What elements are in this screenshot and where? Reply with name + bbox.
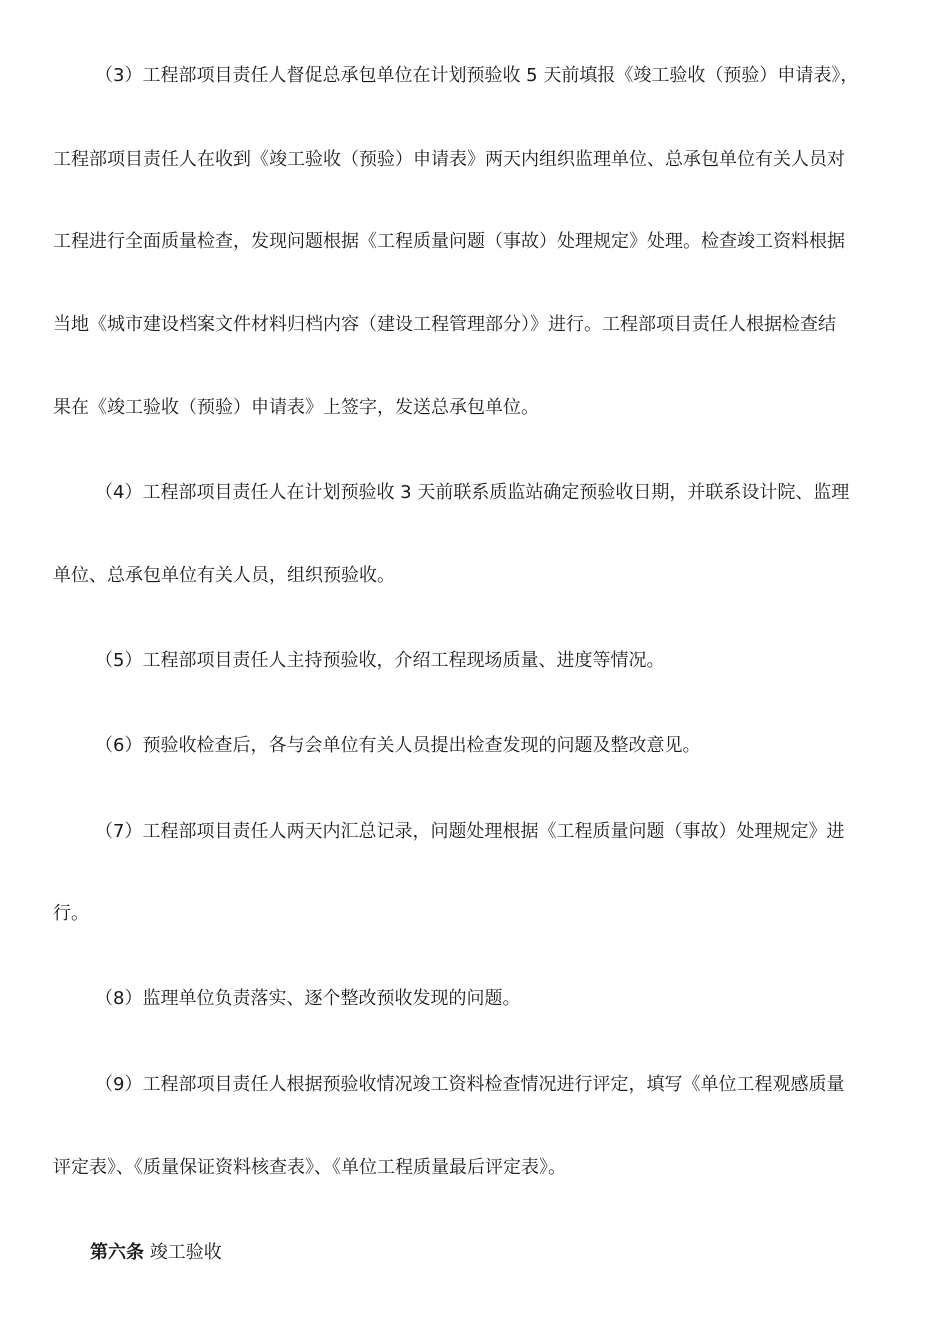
- paragraph-3-line-2: 工程部项目责任人在收到《竣工验收（预验）申请表》两天内组织监理单位、总承包单位有关人员对: [53, 149, 845, 170]
- paragraph-9-line-2: 评定表》、《质量保证资料核查表》、《单位工程质量最后评定表》。: [53, 1157, 566, 1178]
- paragraph-7-line-1: （7）工程部项目责任人两天内汇总记录，问题处理根据《工程质量问题（事故）处理规定》进: [95, 821, 845, 842]
- section-heading-title: 竣工验收: [149, 1242, 222, 1263]
- paragraph-3-line-5: 果在《竣工验收（预验）申请表》上签字，发送总承包单位。: [53, 397, 539, 418]
- section-heading-label: 第六条: [90, 1242, 144, 1263]
- paragraph-4-line-1: （4）工程部项目责任人在计划预验收 3 天前联系质监站确定预验收日期，并联系设计院、监理: [95, 482, 850, 503]
- paragraph-3-line-4: 当地《城市建设档案文件材料归档内容（建设工程管理部分）》进行。工程部项目责任人根据检查结: [53, 314, 836, 335]
- paragraph-5: （5）工程部项目责任人主持预验收，介绍工程现场质量、进度等情况。: [95, 650, 665, 671]
- paragraph-6: （6）预验收检查后，各与会单位有关人员提出检查发现的问题及整改意见。: [95, 735, 701, 756]
- paragraph-4-line-2: 单位、总承包单位有关人员，组织预验收。: [53, 565, 395, 586]
- paragraph-3-line-3: 工程进行全面质量检查，发现问题根据《工程质量问题（事故）处理规定》处理。检查竣工资料根据: [53, 231, 845, 252]
- paragraph-7-line-2: 行。: [53, 903, 89, 924]
- paragraph-8: （8）监理单位负责落实、逐个整改预收发现的问题。: [95, 988, 521, 1009]
- paragraph-3-line-1: （3）工程部项目责任人督促总承包单位在计划预验收 5 天前填报《竣工验收（预验）申请表》，: [95, 65, 859, 86]
- section-heading: [90, 1240, 940, 1266]
- paragraph-9-line-1: （9）工程部项目责任人根据预验收情况竣工资料检查情况进行评定，填写《单位工程观感质量: [95, 1074, 845, 1095]
